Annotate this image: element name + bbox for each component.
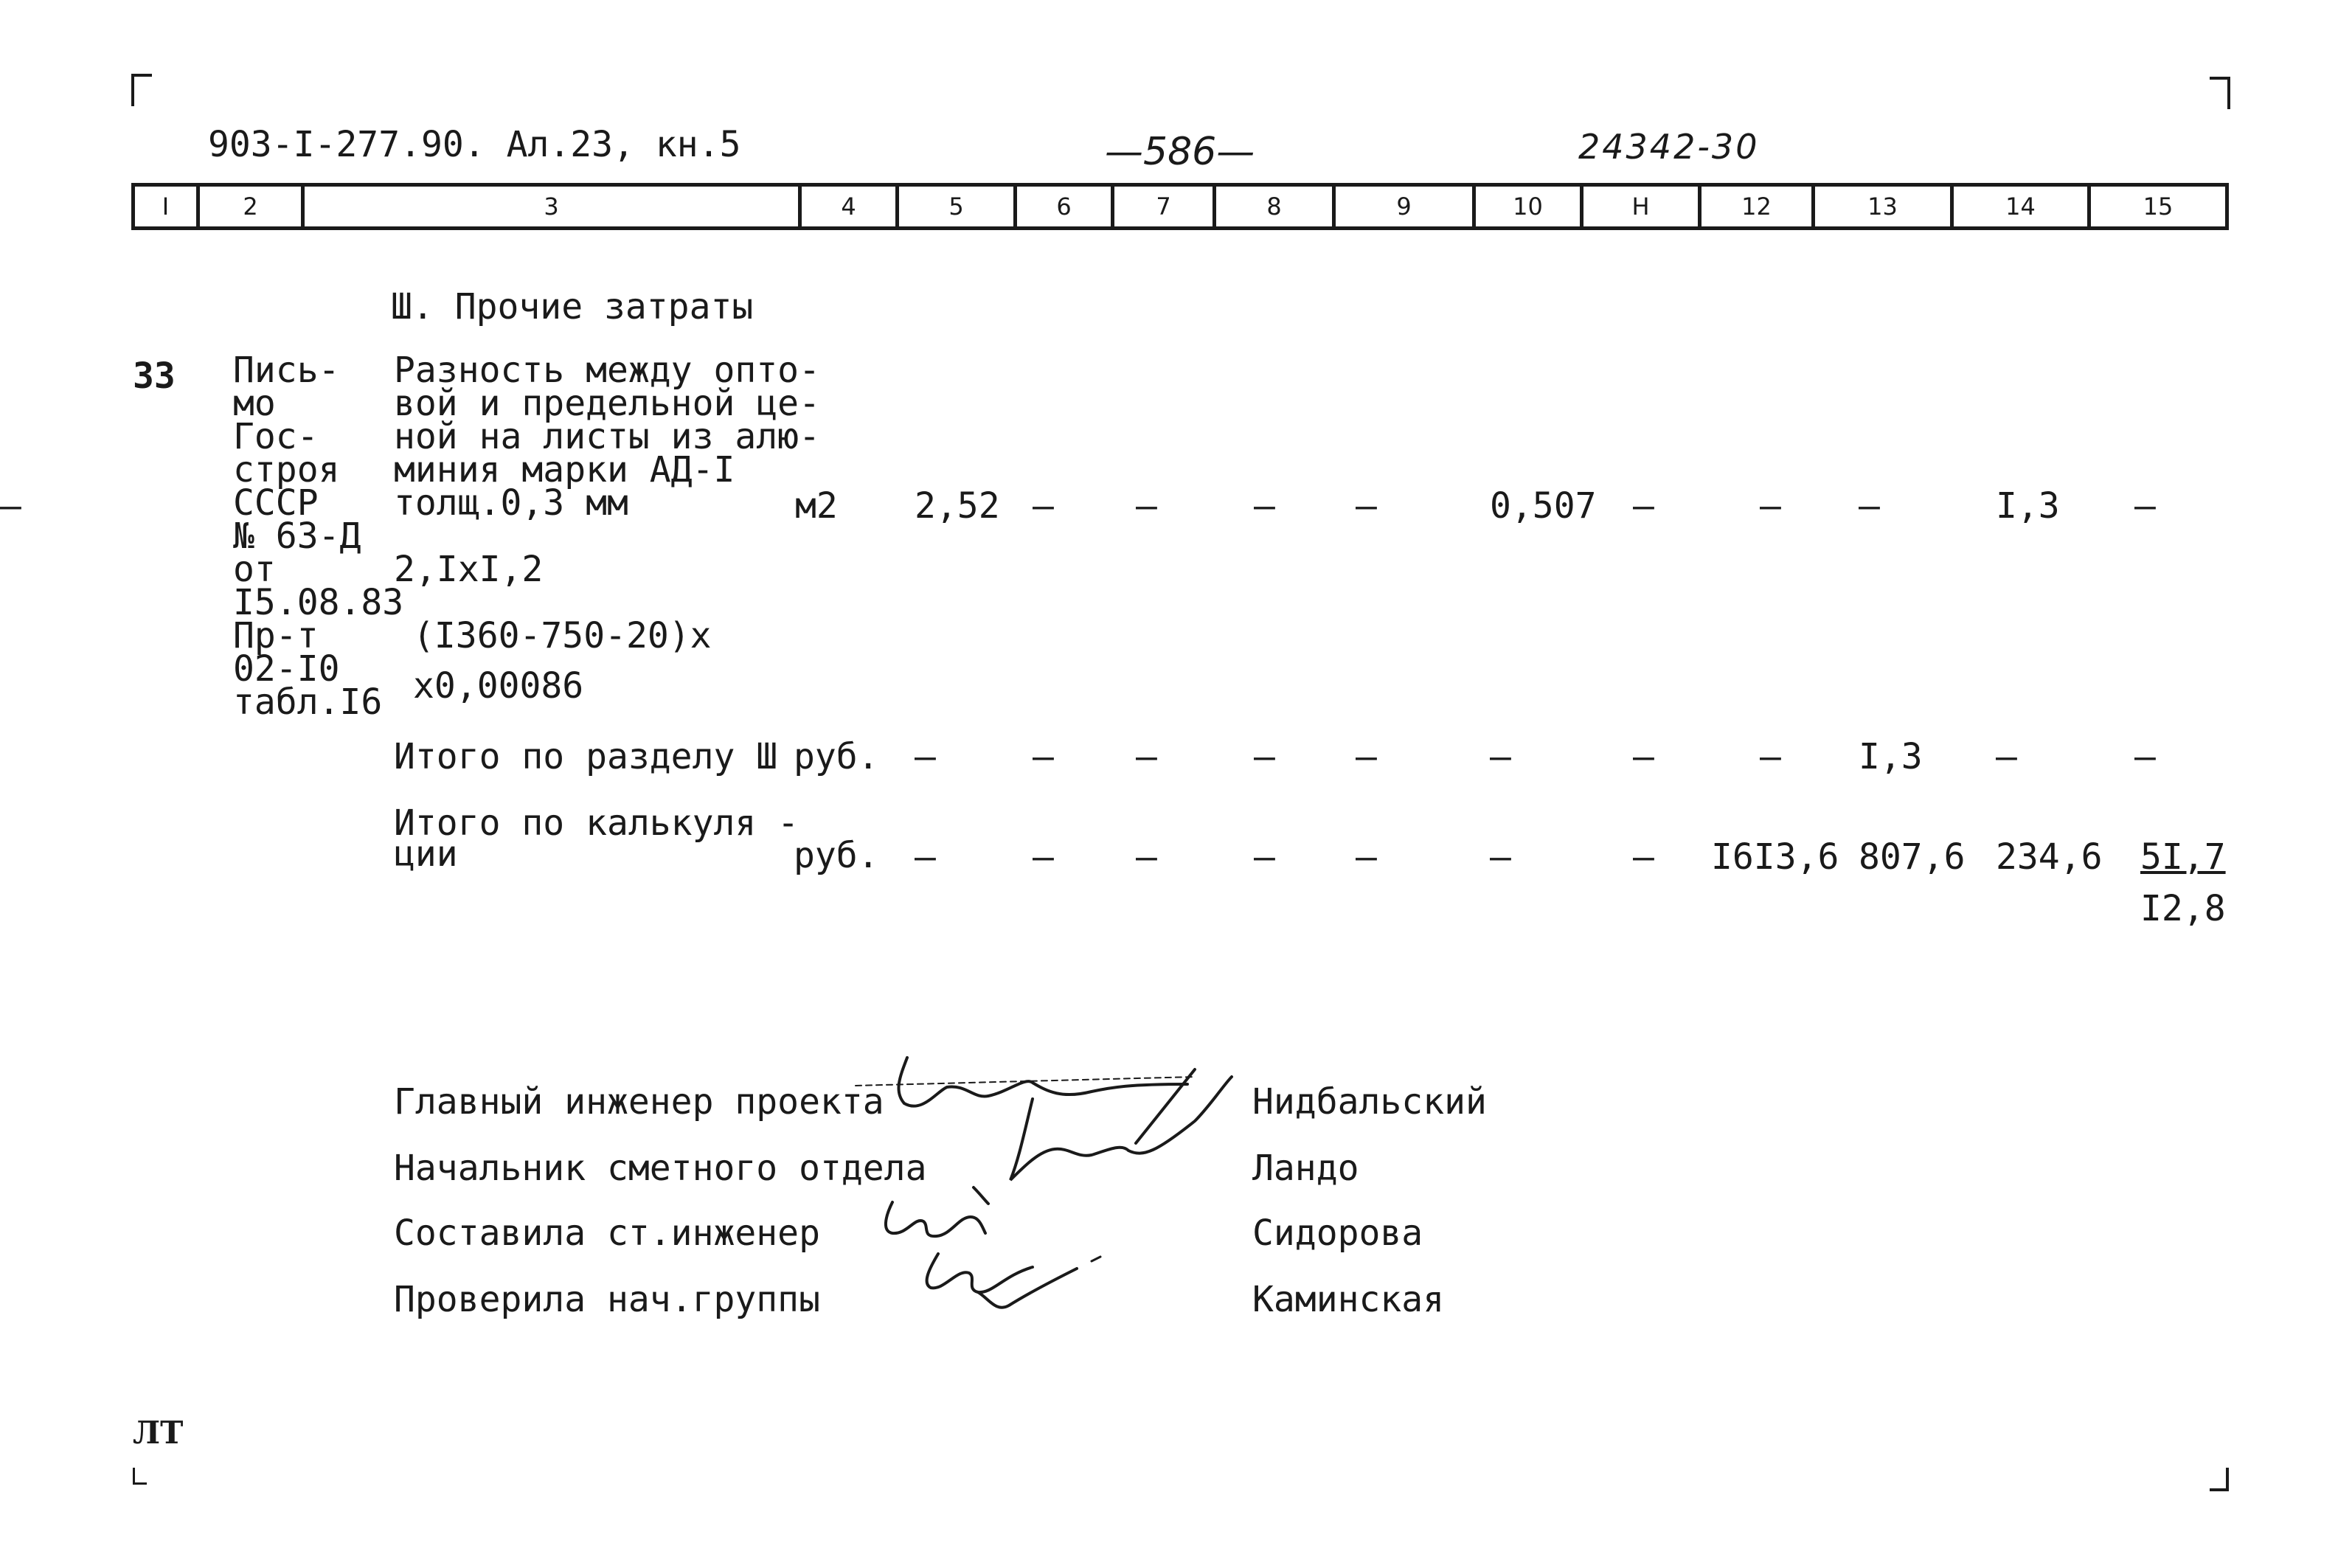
formula-line: (I360-750-20)х [413,615,712,656]
column-number-bar [131,183,2229,230]
item-value: – [1033,485,1054,527]
item-value: – [1136,485,1157,527]
signature-role-1: Главный инженер проекта [394,1081,884,1123]
total-label-line-2: ции [394,833,458,875]
corner-mark-bottom-left [133,1468,147,1485]
column-number: 8 [1216,187,1336,226]
handwritten-signatures [811,1033,1269,1372]
page-number: —586— [1105,130,1255,174]
source-line: Пись- [233,350,340,391]
column-number: 6 [1017,187,1114,226]
column-number: 7 [1114,187,1216,226]
item-value: – [1760,485,1781,527]
signature-name-4: Каминская [1252,1279,1445,1320]
signature-name-1: Нидбальский [1252,1081,1487,1123]
description-line: толщ.0,3 мм [394,482,628,524]
item-value: – [1254,485,1275,527]
signature-role-4: Проверила нач.группы [394,1279,820,1320]
corner-mark-top-right [2210,77,2230,109]
description-line: вой и предельной це- [394,383,820,424]
source-line: № 63-Д [233,516,361,557]
formula-line: 2,IхI,2 [394,549,544,590]
column-number: 9 [1336,187,1476,226]
item-value: – [0,485,21,527]
total-value: 807,6 [1859,836,1966,878]
subtotal-value: – [1356,736,1377,777]
signature-name-3: Сидорова [1252,1213,1423,1254]
subtotal-value: – [1254,736,1275,777]
item-value: – [1633,485,1654,527]
total-label-line-1: Итого по калькуля - [394,802,799,844]
subtotal-unit: руб. [794,736,879,777]
item-value: – [1859,485,1880,527]
description-line: миния марки АД-I [394,449,735,490]
column-number: 2 [200,187,305,226]
subtotal-value: – [1996,736,2017,777]
source-line: строя [233,449,340,490]
column-number: I [135,187,200,226]
signature-name-2: Ландо [1252,1148,1359,1189]
description-line: ной на листы из алю- [394,416,820,457]
item-value: – [1356,485,1377,527]
total-value: – [1254,836,1275,878]
column-number: 10 [1476,187,1583,226]
subtotal-label: Итого по разделу Ш [394,736,778,777]
corner-mark-bottom-right [2210,1468,2229,1491]
subtotal-value: – [1136,736,1157,777]
source-line: I5.08.83 [233,582,404,623]
source-line: от [233,549,276,590]
source-line: СССР [233,482,319,524]
column-number: 14 [1954,187,2091,226]
corner-mark-top-left [131,74,152,106]
total-last-value-bottom: I2,8 [2140,888,2226,929]
total-value: – [915,836,936,878]
column-number: 4 [802,187,899,226]
source-line: Пр-т [233,615,319,656]
column-number: Н [1583,187,1701,226]
signature-role-2: Начальник сметного отдела [394,1148,927,1189]
total-value: – [1033,836,1054,878]
item-unit: м2 [795,485,838,527]
description-line: Разность между опто- [394,350,820,391]
document-code: 903-I-277.90. Ал.23, кн.5 [208,124,741,165]
sheet-code: 24342-30 [1578,127,1760,167]
subtotal-value: I,3 [1859,736,1923,777]
column-number: 15 [2143,192,2174,221]
item-value: 2,52 [915,485,1000,527]
item-value: – [2134,485,2156,527]
total-value: – [1490,836,1511,878]
subtotal-value: – [1633,736,1654,777]
item-number: 33 [133,355,176,397]
column-number: 12 [1701,187,1815,226]
section-title: Ш. Прочие затраты [391,286,754,327]
subtotal-value: – [1033,736,1054,777]
source-line: 02-I0 [233,648,340,690]
total-value: – [1356,836,1377,878]
source-line: табл.I6 [233,681,383,723]
subtotal-value: – [2134,736,2156,777]
total-value: I6I3,6 [1711,836,1839,878]
signature-role-3: Составила ст.инженер [394,1213,820,1254]
total-value: 234,6 [1996,836,2103,878]
total-unit: руб. [794,835,879,876]
source-line: мо [233,383,276,424]
subtotal-value: – [1490,736,1511,777]
total-value: – [1136,836,1157,878]
column-number: 13 [1815,187,1954,226]
column-number: 5 [899,187,1017,226]
column-number: 3 [305,187,802,226]
total-last-value-top: 5I,7 [2140,836,2226,878]
total-value: – [1633,836,1654,878]
source-line: Гос- [233,416,319,457]
formula-line: х0,00086 [413,665,584,707]
footer-mark: ЛТ [133,1415,184,1451]
item-value: I,3 [1996,485,2060,527]
item-value: 0,507 [1490,485,1597,527]
subtotal-value: – [915,736,936,777]
subtotal-value: – [1760,736,1781,777]
